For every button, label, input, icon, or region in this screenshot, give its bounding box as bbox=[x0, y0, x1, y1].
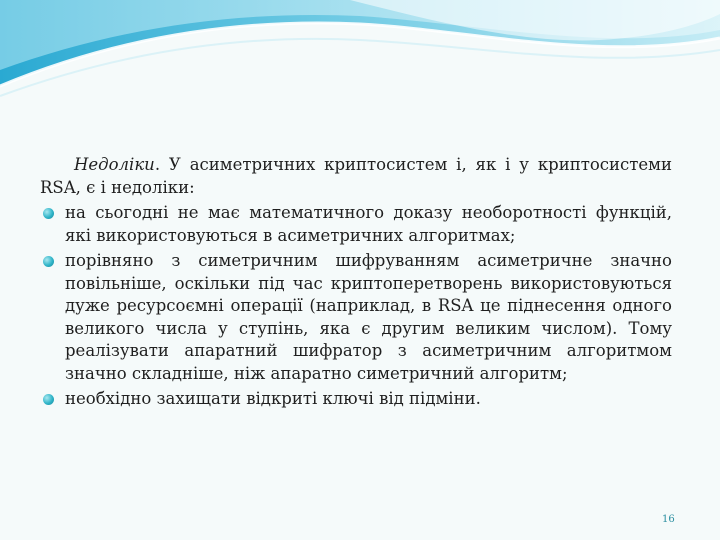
list-item bbox=[40, 250, 672, 385]
bullet-dot-icon bbox=[43, 208, 54, 219]
intro-paragraph bbox=[40, 154, 672, 199]
list-item-text: на сьогодні не має математичного доказу необоротності функцій, які використовуються в асиметричних алгоритмах; bbox=[65, 203, 672, 245]
intro-term: Недоліки bbox=[74, 155, 155, 174]
intro-text: . У асиметричних криптосистем і, як і у криптосистеми RSA, є і недоліки: bbox=[40, 155, 672, 197]
bullet-dot-icon bbox=[43, 394, 54, 405]
list-item-text: порівняно з симетричним шифруванням асиметричне значно повільніше, оскільки під час криптоперетворень використовуються дуже ресурсоємні операції (наприклад, в RSA це піднесення одного великого числа у ступінь, яка є другим великим числом). Тому реалізувати апаратний шифратор з асиметричним алгоритмом значно складніше, ніж апаратно симетричний алгоритм; bbox=[65, 251, 672, 383]
page-number: 16 bbox=[662, 514, 675, 525]
disadvantages-list bbox=[40, 202, 672, 411]
slide-body bbox=[40, 154, 672, 411]
bullet-dot-icon bbox=[43, 256, 54, 267]
list-item bbox=[40, 202, 672, 247]
list-item-text: необхідно захищати відкриті ключі від підміни. bbox=[65, 389, 481, 408]
list-item bbox=[40, 388, 672, 411]
